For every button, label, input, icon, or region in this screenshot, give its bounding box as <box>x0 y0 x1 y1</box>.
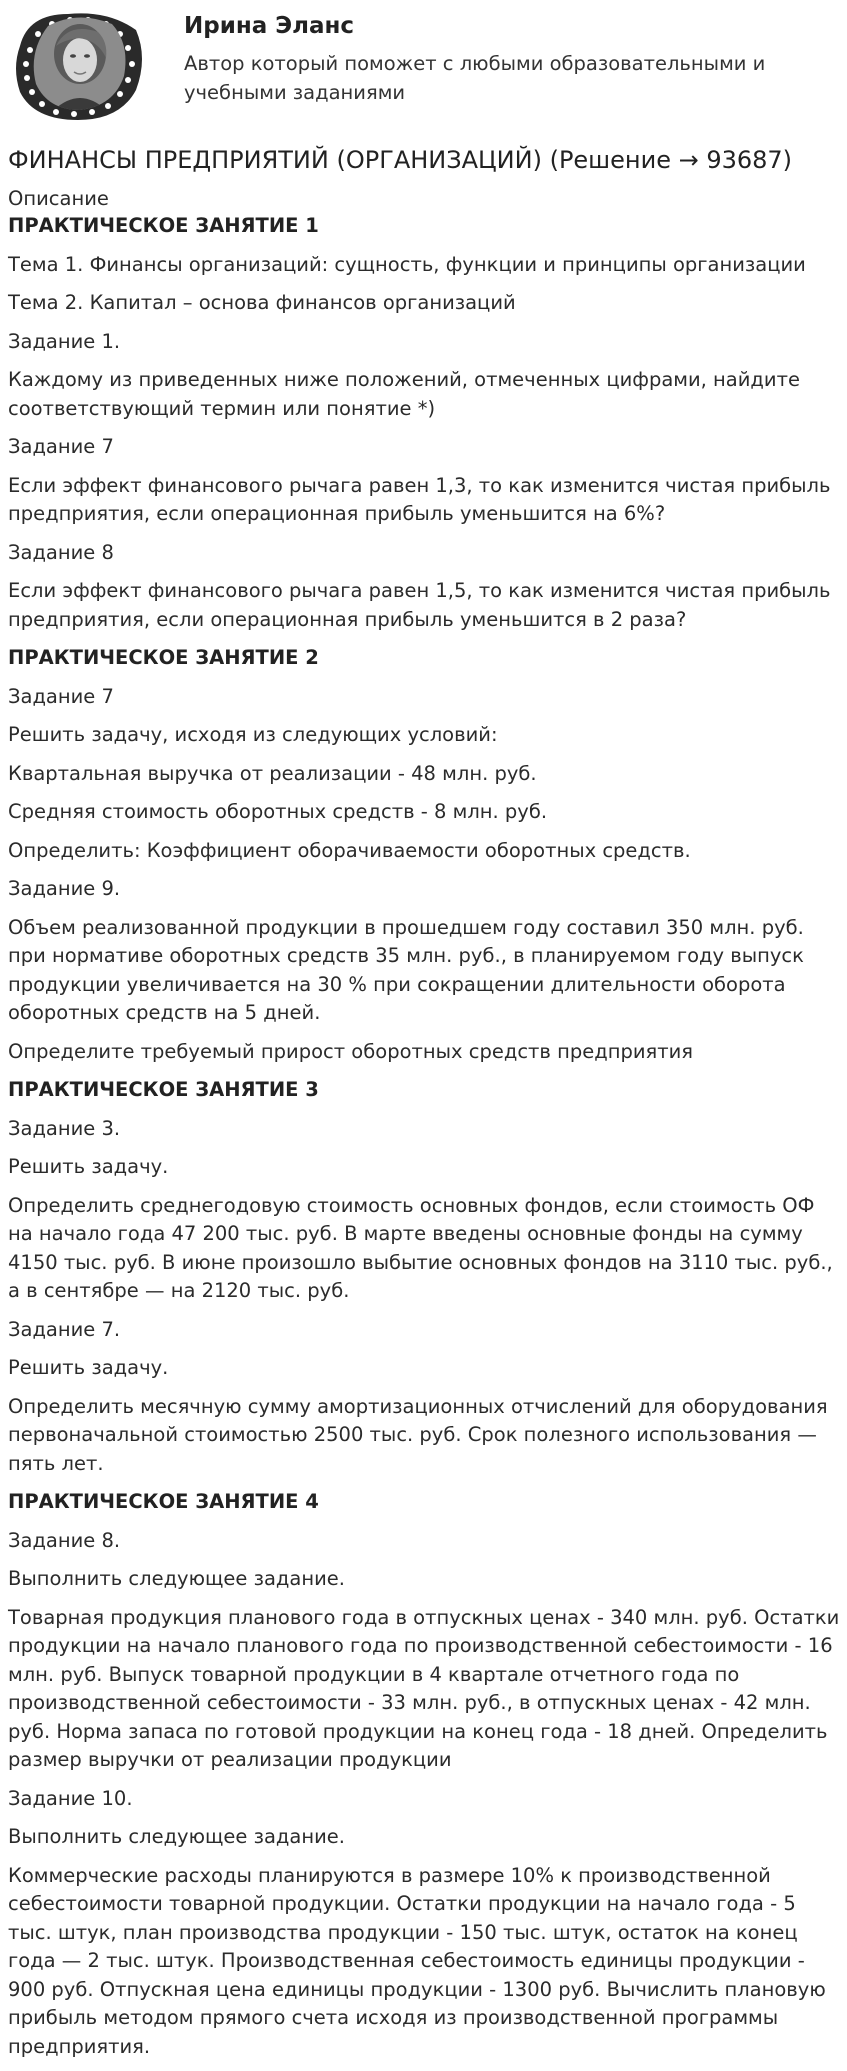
paragraph: Средняя стоимость оборотных средств - 8 млн. руб. <box>8 800 548 823</box>
paragraph: Каждому из приведенных ниже положений, отмеченных цифрами, найдите соответствующий термин или понятие *) <box>8 368 800 420</box>
section-heading: ПРАКТИЧЕСКОЕ ЗАНЯТИЕ 2 <box>8 646 319 669</box>
paragraph: Определите требуемый прирост оборотных средств предприятия <box>8 1039 693 1063</box>
paragraph: Тема 1. Финансы организаций: сущность, функции и принципы организации <box>8 252 806 276</box>
paragraph: Задание 7. <box>8 1317 121 1341</box>
paragraph: Выполнить следующее задание. <box>8 1825 345 1848</box>
paragraph: Решить задачу. <box>8 1155 169 1178</box>
description-content <box>8 212 840 2071</box>
section-heading: ПРАКТИЧЕСКОЕ ЗАНЯТИЕ 1 <box>8 214 319 237</box>
paragraph: Если эффект финансового рычага равен 1,5, то как изменится чистая прибыль предприятия, если операционная прибыль уменьшится в 2 раза? <box>8 579 831 631</box>
author-avatar[interactable] <box>8 6 148 124</box>
paragraph: Задание 8. <box>8 1528 121 1552</box>
paragraph: Товарная продукция планового года в отпускных ценах - 340 млн. руб. Остатки продукции на начало планового года по производственной себестоимости - 16 млн. руб. Выпуск товарной продукции в 4 квартале отчетного года по производственной себестоимости - 33 млн. руб., в отпускных ценах - 42 млн. руб. Норма запаса по готовой продукции на конец года - 18 дней. Определить размер выручки от реализации продукции <box>8 1605 840 1771</box>
paragraph: Объем реализованной продукции в прошедшем году составил 350 млн. руб. при нормативе оборотных средств 35 млн. руб., в планируемом году выпуск продукции увеличивается на 30 % при сокращении длительности оборота оборотных средств на 5 дней. <box>8 915 804 1024</box>
author-name[interactable]: Ирина Эланс <box>184 13 355 39</box>
paragraph: Задание 9. <box>8 877 121 900</box>
paragraph: Задание 3. <box>8 1116 121 1140</box>
paragraph: Определить: Коэффициент оборачиваемости оборотных средств. <box>8 838 691 862</box>
paragraph: Тема 2. Капитал – основа финансов организаций <box>8 291 516 314</box>
paragraph: Выполнить следующее задание. <box>8 1567 345 1590</box>
author-description: Автор который поможет с любыми образовательными и учебными заданиями <box>184 52 766 104</box>
paragraph: Задание 7 <box>8 435 114 458</box>
paragraph: Задание 8 <box>8 540 114 564</box>
description-label: Описание <box>8 187 109 210</box>
page-title: ФИНАНСЫ ПРЕДПРИЯТИЙ (ОРГАНИЗАЦИЙ) (Решение → 93687) <box>8 146 793 174</box>
section-heading: ПРАКТИЧЕСКОЕ ЗАНЯТИЕ 4 <box>8 1490 319 1513</box>
section-heading: ПРАКТИЧЕСКОЕ ЗАНЯТИЕ 3 <box>8 1078 319 1101</box>
paragraph: Определить среднегодовую стоимость основных фондов, если стоимость ОФ на начало года 47 200 тыс. руб. В марте введены основные фонды на сумму 4150 тыс. руб. В июне произошло выбытие основных фондов на 3110 тыс. руб., а в сентябре — на 2120 тыс. руб. <box>8 1193 833 1302</box>
paragraph: Определить месячную сумму амортизационных отчислений для оборудования первоначальной стоимостью 2500 тыс. руб. Срок полезного использования — пять лет. <box>8 1394 828 1475</box>
paragraph: Задание 1. <box>8 329 121 353</box>
paragraph: Решить задачу. <box>8 1356 169 1379</box>
paragraph: Квартальная выручка от реализации - 48 млн. руб. <box>8 761 537 785</box>
paragraph: Коммерческие расходы планируются в размере 10% к производственной себестоимости товарной продукции. Остатки продукции на начало года - 5 тыс. штук, план производства продукции - 150 тыс. штук, остаток на конец года — 2 тыс. штук. Производственная себестоимость единицы продукции - 900 руб. Отпускная цена единицы продукции - 1300 руб. Вычислить плановую прибыль методом прямого счета исходя из производственной программы предприятия. <box>8 1863 826 2058</box>
paragraph: Решить задачу, исходя из следующих условий: <box>8 723 498 746</box>
paragraph: Задание 10. <box>8 1786 133 1810</box>
author-card <box>0 0 847 128</box>
paragraph: Задание 7 <box>8 684 114 708</box>
paragraph: Если эффект финансового рычага равен 1,3, то как изменится чистая прибыль предприятия, если операционная прибыль уменьшится на 6%? <box>8 473 831 525</box>
